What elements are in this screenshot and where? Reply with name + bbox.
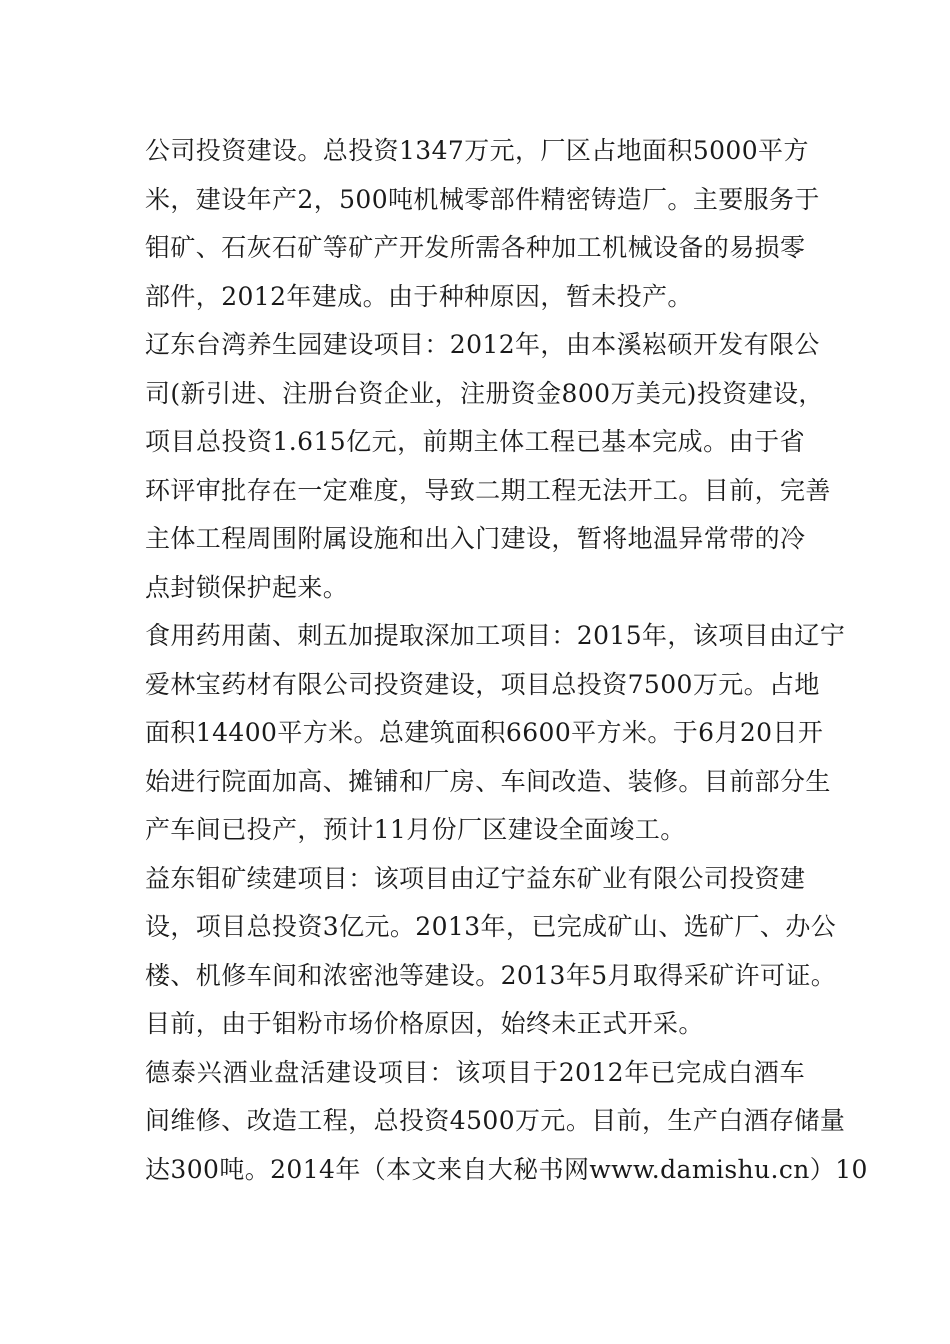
text-line: 德泰兴酒业盘活建设项目：该项目于2012年已完成白酒车 — [145, 1057, 805, 1087]
text-line: 始进行院面加高、摊铺和厂房、车间改造、装修。目前部分生 — [145, 766, 831, 796]
text-line: 间维修、改造工程，总投资4500万元。目前，生产白酒存储量 — [145, 1106, 846, 1135]
text-line: 司(新引进、注册台资企业，注册资金800万美元)投资建设， — [145, 378, 824, 408]
text-line: 辽东台湾养生园建设项目：2012年，由本溪崧硕开发有限公 — [145, 330, 820, 359]
text-line: 钼矿、石灰石矿等矿产开发所需各种加工机械设备的易损零 — [145, 233, 806, 262]
text-line: 公司投资建设。总投资1347万元，厂区占地面积5000平方 — [145, 136, 809, 165]
text-line: 设，项目总投资3亿元。2013年，已完成矿山、选矿厂、办公 — [145, 912, 837, 941]
text-line: 面积14400平方米。总建筑面积6600平方米。于6月20日开 — [145, 718, 824, 747]
text-line: 益东钼矿续建项目：该项目由辽宁益东矿业有限公司投资建 — [145, 863, 806, 893]
text-line: 产车间已投产，预计11月份厂区建设全面竣工。 — [145, 815, 686, 844]
text-line: 食用药用菌、刺五加提取深加工项目：2015年，该项目由辽宁 — [145, 621, 846, 650]
text-line: 爱林宝药材有限公司投资建设，项目总投资7500万元。占地 — [145, 669, 820, 699]
body-text — [145, 127, 868, 1194]
text-line: 主体工程周围附属设施和出入门建设，暂将地温异常带的冷 — [145, 524, 806, 553]
text-line: 米，建设年产2，500吨机械零部件精密铸造厂。主要服务于 — [145, 184, 820, 214]
text-line: 目前，由于钼粉市场价格原因，始终未正式开采。 — [145, 1009, 704, 1038]
text-line: 达300吨。2014年（本文来自大秘书网www.damishu.cn）10 — [145, 1154, 868, 1184]
text-line: 楼、机修车间和浓密池等建设。2013年5月取得采矿许可证。 — [145, 960, 837, 990]
text-line: 部件，2012年建成。由于种种原因，暂未投产。 — [145, 281, 693, 311]
text-line: 环评审批存在一定难度，导致二期工程无法开工。目前，完善 — [145, 475, 831, 505]
text-line: 点封锁保护起来。 — [145, 572, 349, 602]
text-line: 项目总投资1.615亿元，前期主体工程已基本完成。由于省 — [145, 427, 805, 456]
